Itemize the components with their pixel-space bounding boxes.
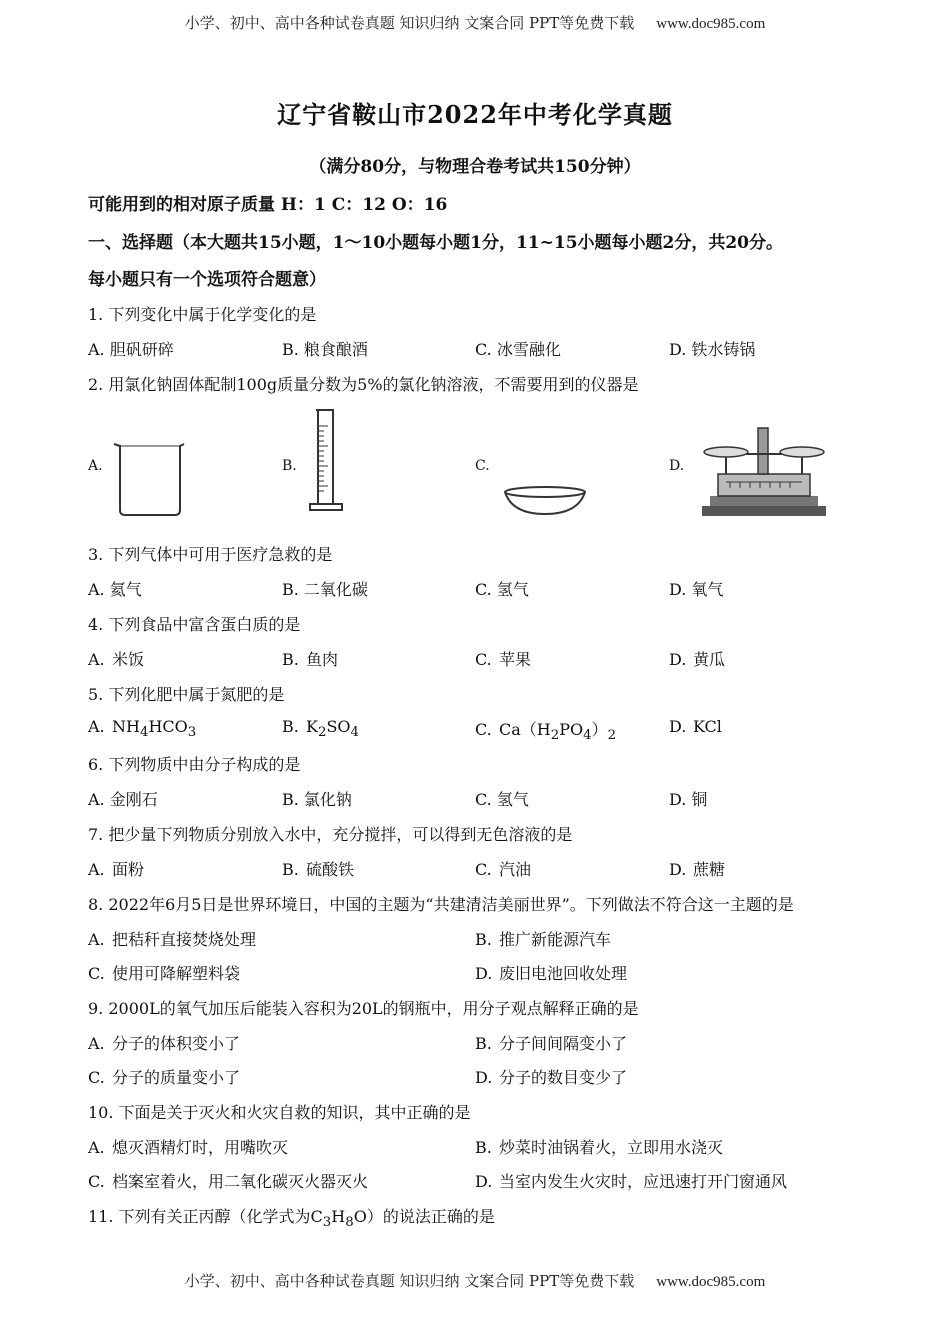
option-text: 鱼肉 <box>306 650 339 669</box>
question-3-stem: 3. 下列气体中可用于医疗急救的是 <box>88 545 333 564</box>
option-letter: B. <box>475 1034 492 1053</box>
option-text: 熄灭酒精灯时，用嘴吹灭 <box>112 1138 289 1157</box>
question-4-option-d[interactable] <box>669 647 725 670</box>
question-8-option-a[interactable] <box>88 927 256 950</box>
option-letter: B. <box>282 650 299 669</box>
question-7-option-d[interactable] <box>669 857 725 880</box>
formula-kcl: KCl <box>693 717 722 736</box>
question-6-option-d[interactable]: D. 铜 <box>669 790 708 809</box>
question-9-option-d[interactable] <box>475 1065 627 1088</box>
option-letter: C. <box>475 650 492 669</box>
question-10-stem: 10. 下面是关于灭火和火灾自救的知识，其中正确的是 <box>88 1103 471 1122</box>
formula-ca-h2po4-2: $Ca(H_2PO_4)_2$ <box>499 720 617 744</box>
option-letter: C. <box>88 964 105 983</box>
question-10-option-a[interactable] <box>88 1135 288 1158</box>
question-1-option-c[interactable]: C. 冰雪融化 <box>475 340 561 359</box>
page-subtitle: （满分80分，与物理合卷考试共150分钟） <box>309 157 641 177</box>
question-5-option-c[interactable] <box>475 717 616 743</box>
question-6-stem: 6. 下列物质中由分子构成的是 <box>88 755 301 774</box>
question-3-option-d[interactable]: D. 氧气 <box>669 580 724 599</box>
option-text: 分子的体积变小了 <box>112 1034 241 1053</box>
option-text: 硫酸铁 <box>306 860 355 879</box>
option-text: 分子间间隔变小了 <box>499 1034 628 1053</box>
question-6-option-a[interactable]: A. 金刚石 <box>88 790 158 809</box>
question-8-option-d[interactable] <box>475 961 627 984</box>
option-text: 当室内发生火灾时，应迅速打开门窗通风 <box>499 1172 788 1191</box>
question-4-option-a[interactable] <box>88 647 144 670</box>
question-1-option-b[interactable]: B. 粮食酿酒 <box>282 340 368 359</box>
question-4-option-b[interactable] <box>282 647 338 670</box>
section-heading-line2: 每小题只有一个选项符合题意） <box>88 270 326 290</box>
question-10-option-b[interactable] <box>475 1135 723 1158</box>
question-8-option-b[interactable] <box>475 927 611 950</box>
question-9-option-a[interactable] <box>88 1031 240 1054</box>
formula-nh4hco3: $NH_4HCO_3$ <box>112 717 197 741</box>
option-text: 炒菜时油锅着火，立即用水浇灭 <box>499 1138 724 1157</box>
option-text: 废旧电池回收处理 <box>499 964 628 983</box>
option-text: 把秸秆直接焚烧处理 <box>112 930 257 949</box>
question-3-option-c[interactable]: C. 氢气 <box>475 580 529 599</box>
question-7-option-b[interactable] <box>282 857 354 880</box>
option-letter: D. <box>669 650 687 669</box>
option-letter: D. <box>475 964 493 983</box>
question-10-option-d[interactable] <box>475 1169 787 1192</box>
question-2-stem: 2. 用氯化钠固体配制100g质量分数为5%的氯化钠溶液，不需要用到的仪器是 <box>88 375 639 394</box>
question-6-option-b[interactable]: B. 氯化钠 <box>282 790 352 809</box>
evaporating-dish-icon <box>502 484 588 518</box>
question-6-option-c[interactable]: C. 氢气 <box>475 790 529 809</box>
question-2-option-a[interactable]: A. <box>88 458 103 474</box>
option-text: 蔗糖 <box>693 860 726 879</box>
option-letter: B. <box>282 860 299 879</box>
option-text: 使用可降解塑料袋 <box>112 964 241 983</box>
option-letter: D. <box>669 860 687 879</box>
option-text: 档案室着火，用二氧化碳灭火器灭火 <box>112 1172 369 1191</box>
option-text: 面粉 <box>112 860 145 879</box>
page-header <box>0 12 950 33</box>
option-letter: D. <box>475 1068 493 1087</box>
option-letter: A. <box>88 717 105 736</box>
page-footer <box>0 1270 950 1291</box>
graduated-cylinder-icon <box>306 406 346 518</box>
option-letter: B. <box>475 930 492 949</box>
atomic-mass-note: 可能用到的相对原子质量 H：1 C：12 O：16 <box>88 195 448 215</box>
question-5-option-a[interactable] <box>88 717 196 740</box>
option-letter: B. <box>475 1138 492 1157</box>
option-text: 黄瓜 <box>693 650 726 669</box>
option-text: 分子的质量变小了 <box>112 1068 241 1087</box>
question-5-option-b[interactable] <box>282 717 359 740</box>
section-heading-line1: 一、选择题（本大题共15小题，1～10小题每小题1分，11~15小题每小题2分，共20分。 <box>88 233 784 253</box>
question-7-option-c[interactable] <box>475 857 531 880</box>
option-letter: A. <box>88 930 105 949</box>
balance-scale-icon <box>696 424 832 520</box>
question-2-option-b[interactable]: B. <box>282 458 297 474</box>
question-1-option-d[interactable]: D. 铁水铸锅 <box>669 340 756 359</box>
question-3-option-a[interactable]: A. 氦气 <box>88 580 142 599</box>
question-9-stem: 9. 2000L的氧气加压后能装入容积为20L的钢瓶中，用分子观点解释正确的是 <box>88 999 639 1018</box>
question-7-stem: 7. 把少量下列物质分别放入水中，充分搅拌，可以得到无色溶液的是 <box>88 825 573 844</box>
option-letter: A. <box>88 1138 105 1157</box>
footer-url[interactable]: www.doc985.com <box>656 1274 766 1290</box>
page-title: 辽宁省鞍山市2022年中考化学真题 <box>277 100 673 129</box>
question-2-option-d[interactable]: D. <box>669 458 685 474</box>
question-4-stem: 4. 下列食品中富含蛋白质的是 <box>88 615 301 634</box>
question-9-option-c[interactable] <box>88 1065 240 1088</box>
option-text: 米饭 <box>112 650 145 669</box>
question-1-option-a[interactable]: A. 胆矾研碎 <box>88 340 174 359</box>
option-letter: C. <box>88 1172 105 1191</box>
header-url[interactable]: www.doc985.com <box>656 16 766 32</box>
option-letter: A. <box>88 650 105 669</box>
question-7-option-a[interactable] <box>88 857 144 880</box>
question-3-option-b[interactable]: B. 二氧化碳 <box>282 580 368 599</box>
option-text: 苹果 <box>499 650 532 669</box>
option-letter: D. <box>475 1172 493 1191</box>
option-text: 分子的数目变少了 <box>499 1068 628 1087</box>
option-letter: A. <box>88 1034 105 1053</box>
question-8-option-c[interactable] <box>88 961 240 984</box>
question-1-stem: 1. 下列变化中属于化学变化的是 <box>88 305 317 324</box>
question-8-stem: 8. 2022年6月5日是世界环境日，中国的主题为“共建清洁美丽世界”。下列做法不符合这一主题的是 <box>88 895 794 914</box>
question-4-option-c[interactable] <box>475 647 531 670</box>
footer-text: 小学、初中、高中各种试卷真题 知识归纳 文案合同 PPT等免费下载 <box>184 1272 635 1290</box>
question-2-option-c[interactable]: C. <box>475 458 490 474</box>
question-5-stem: 5. 下列化肥中属于氮肥的是 <box>88 685 285 704</box>
option-letter: C. <box>475 860 492 879</box>
option-letter: C. <box>475 720 492 739</box>
option-text: 汽油 <box>499 860 532 879</box>
question-11-stem: 11. 下列有关正丙醇（化学式为$C_3H_8O$）的说法正确的是 <box>88 1207 495 1231</box>
formula-k2so4: $K_2SO_4$ <box>306 717 359 741</box>
question-9-option-b[interactable] <box>475 1031 627 1054</box>
option-letter: B. <box>282 717 299 736</box>
option-letter: C. <box>88 1068 105 1087</box>
beaker-icon <box>108 438 188 518</box>
question-10-option-c[interactable] <box>88 1169 368 1192</box>
option-letter: D. <box>669 717 687 736</box>
option-letter: A. <box>88 860 105 879</box>
header-text: 小学、初中、高中各种试卷真题 知识归纳 文案合同 PPT等免费下载 <box>184 14 635 32</box>
option-text: 推广新能源汽车 <box>499 930 612 949</box>
question-5-option-d[interactable] <box>669 717 722 736</box>
